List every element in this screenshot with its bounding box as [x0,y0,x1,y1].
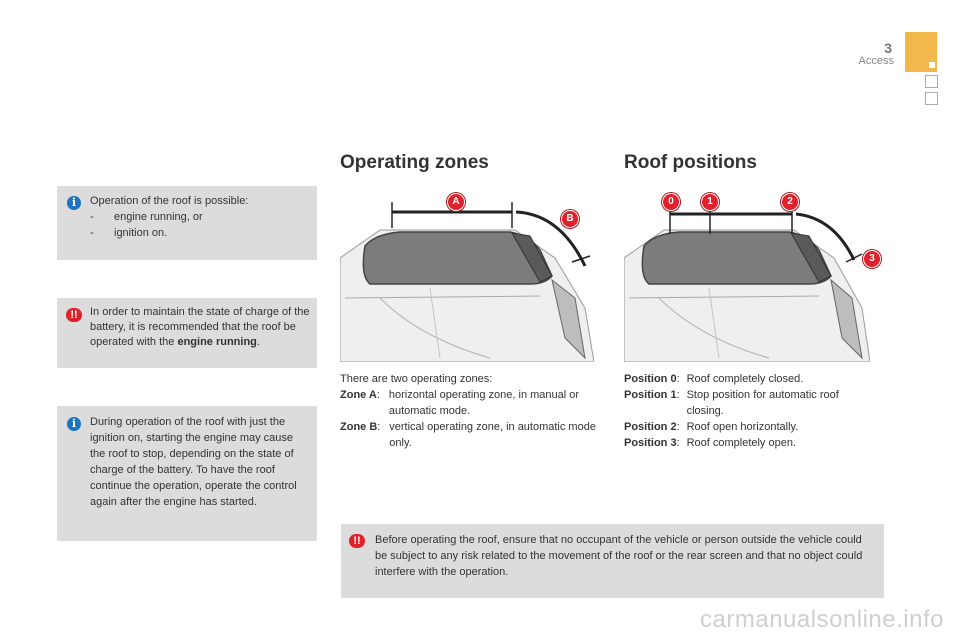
position-1-marker: 1 [701,193,719,211]
operating-zones-diagram [340,188,594,362]
safety-text: Before operating the roof, ensure that no occupant of the vehicle or person outside the vehicle could be subject to any risk related to the movement of the roof or the rear screen and that no object could interfere with the operation. [375,534,863,578]
warning-icon: !! [66,308,82,322]
watermark: carmanualsonline.info [700,606,944,633]
warning-icon: !! [349,534,365,548]
list-item: Zone B : vertical operating zone, in automatic mode only. [340,421,596,449]
list-item: Zone A : horizontal operating zone, in manual or automatic mode. [340,389,580,417]
warning-box-safety [341,524,884,598]
zone-b-marker: B [561,210,579,228]
chapter-tab-active [905,32,937,72]
list-item: Position 2 : Roof open horizontally. [624,421,799,433]
info-intro: Operation of the roof is possible: [90,195,249,207]
roof-positions-diagram [624,188,870,362]
list-item: Position 0 : Roof completely closed. [624,373,804,385]
warning-emphasis: engine running [177,336,257,348]
warning-text: In order to maintain the state of charge of the battery, it is recommended that the roof be operated with the engine running. [90,306,310,348]
zones-description [340,371,596,451]
positions-description [624,371,874,451]
section-title: Access [858,55,894,67]
info-box-ignition [57,406,317,541]
page-number: 3 [884,40,892,56]
info-text: During operation of the roof with just the ignition on, starting the engine may cause the roof to stop, depending on the state of charge of the battery. To have the roof continue the operation, operate the control again after the engine has started. [90,416,297,508]
list-item: Position 1 : Stop position for automatic roof closing. [624,389,839,417]
warning-box-battery [57,298,317,368]
list-item: Position 3 : Roof completely open. [624,437,797,449]
chapter-tab-marker [925,75,938,88]
position-0-marker: 0 [662,193,680,211]
list-item: - engine running, or [90,211,203,223]
info-icon: i [67,196,81,210]
operating-zones-title: Operating zones [340,152,489,173]
zones-intro: There are two operating zones: [340,373,493,385]
zone-a-marker: A [447,193,465,211]
chapter-tab-marker [925,92,938,105]
position-3-marker: 3 [863,250,881,268]
info-icon: i [67,417,81,431]
info-box-operation [57,186,317,260]
list-item: - ignition on. [90,227,168,239]
roof-positions-title: Roof positions [624,152,757,173]
position-2-marker: 2 [781,193,799,211]
